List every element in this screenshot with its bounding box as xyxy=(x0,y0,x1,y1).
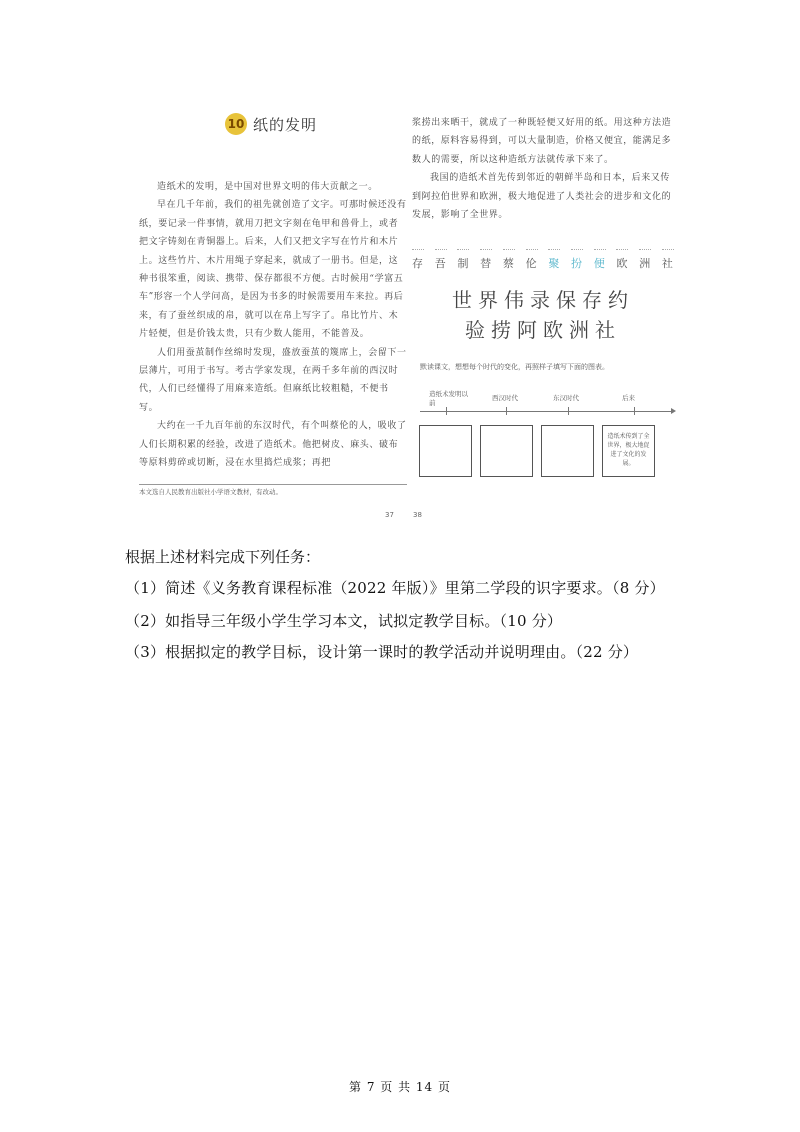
paragraph: 造纸术的发明，是中国对世界文明的伟大贡献之一。 xyxy=(157,182,378,192)
timeline-example-box xyxy=(602,425,655,477)
paragraph: 大约在一千九百年前的东汉时代，有个叫蔡伦的人，吸收了人们长期积累的经验，改进了造纸术。他把树皮、麻头、破布等原料剪碎或切断，浸在水里捣烂成浆；再把 xyxy=(139,421,407,469)
paragraph: 早在几千年前，我们的祖先就创造了文字。可那时候还没有纸，要记录一件事情，就用刀把文字刻在龟甲和兽骨上，或者把文字铸刻在青铜器上。后来，人们又把文字写在竹片和木片上。这些竹片、木片用绳子穿起来，就成了一册书。但是，这种书很笨重，阅读、携带、保存都很不方便。古时候用“学富五车”形容一个人学问高，是因为书多的时候需要用车来拉。再后来，有了蚕丝织成的帛，就可以在帛上写字了。帛比竹片、木片轻便，但是价钱太贵，只有少数人能用，不能普及。 xyxy=(139,200,407,340)
page-footer: 第 7 页 共 14 页 xyxy=(349,1080,451,1094)
textbook-left-column xyxy=(139,178,407,473)
task-intro: 根据上述材料完成下列任务： xyxy=(125,548,321,566)
timeline-labels xyxy=(425,389,675,409)
lesson-number-badge: 10 xyxy=(225,113,247,135)
page-number-right: 38 xyxy=(413,511,422,519)
page-number-left: 37 xyxy=(385,511,394,519)
timeline-label: 西汉时代 xyxy=(492,394,518,402)
character-highlighted: 扮 xyxy=(571,247,583,271)
timeline-tick xyxy=(506,407,507,415)
timeline-tick xyxy=(634,407,635,415)
lesson-heading xyxy=(225,113,317,135)
character: 吾 xyxy=(435,247,447,271)
character: 蔡 xyxy=(503,247,515,271)
timeline-tick xyxy=(568,407,569,415)
new-characters-row xyxy=(412,247,674,271)
timeline-label: 造纸术发明以前 xyxy=(429,390,468,407)
character-highlighted: 聚 xyxy=(548,247,560,271)
textbook-footnote: 本文选自人民教育出版社小学语文教材，有改动。 xyxy=(139,484,407,496)
character-highlighted: 便 xyxy=(594,247,606,271)
timeline-tick xyxy=(446,407,447,415)
task-item: （3）根据拟定的教学目标，设计第一课时的教学活动并说明理由。（22 分） xyxy=(125,643,639,661)
timeline-answer-box xyxy=(419,425,472,477)
character: 洲 xyxy=(639,247,651,271)
paragraph: 浆捞出来晒干，就成了一种既轻便又好用的纸。用这种方法造的纸，原料容易得到，可以大量制造，价格又便宜，能满足多数人的需要，所以这种造纸方法就传承下来了。 xyxy=(412,118,672,165)
character: 社 xyxy=(662,247,674,271)
lesson-title: 纸的发明 xyxy=(253,115,318,134)
timeline-axis xyxy=(420,411,672,412)
paragraph: 人们用蚕茧制作丝绵时发现，盛放蚕茧的篾席上，会留下一层薄片，可用于书写。考古学家发现，在两千多年前的西汉时代，人们已经懂得了用麻来造纸。但麻纸比较粗糙，不便书写。 xyxy=(139,347,407,413)
task-item: （2）如指导三年级小学生学习本文，试拟定教学目标。（10 分） xyxy=(125,612,563,630)
exercise-prompt: 默读课文，想想每个时代的变化，再照样子填写下面的图表。 xyxy=(420,363,609,371)
character: 欧 xyxy=(616,247,628,271)
timeline-label: 后来 xyxy=(622,394,635,402)
character: 制 xyxy=(457,247,469,271)
task-item: （1）简述《义务教育课程标准（2022 年版）》里第二学段的识字要求。（8 分） xyxy=(125,579,665,597)
paragraph: 我国的造纸术首先传到邻近的朝鲜半岛和日本，后来又传到阿拉伯世界和欧洲，极大地促进了人类社会的进步和文化的发展，影响了全世界。 xyxy=(412,173,672,221)
timeline-label: 东汉时代 xyxy=(553,394,579,402)
timeline-example-text: 造纸术传到了全世界，极大地促进了文化的发展。 xyxy=(607,433,650,467)
textbook-right-column xyxy=(412,114,674,224)
timeline-answer-box xyxy=(480,425,533,477)
character: 替 xyxy=(480,247,492,271)
timeline-answer-box xyxy=(541,425,594,477)
writing-characters-line: 世界伟录保存约 xyxy=(452,288,634,312)
character: 存 xyxy=(412,247,424,271)
writing-characters-line: 验捞阿欧洲社 xyxy=(465,318,621,342)
writing-characters-box xyxy=(412,280,674,350)
character: 伦 xyxy=(526,247,538,271)
